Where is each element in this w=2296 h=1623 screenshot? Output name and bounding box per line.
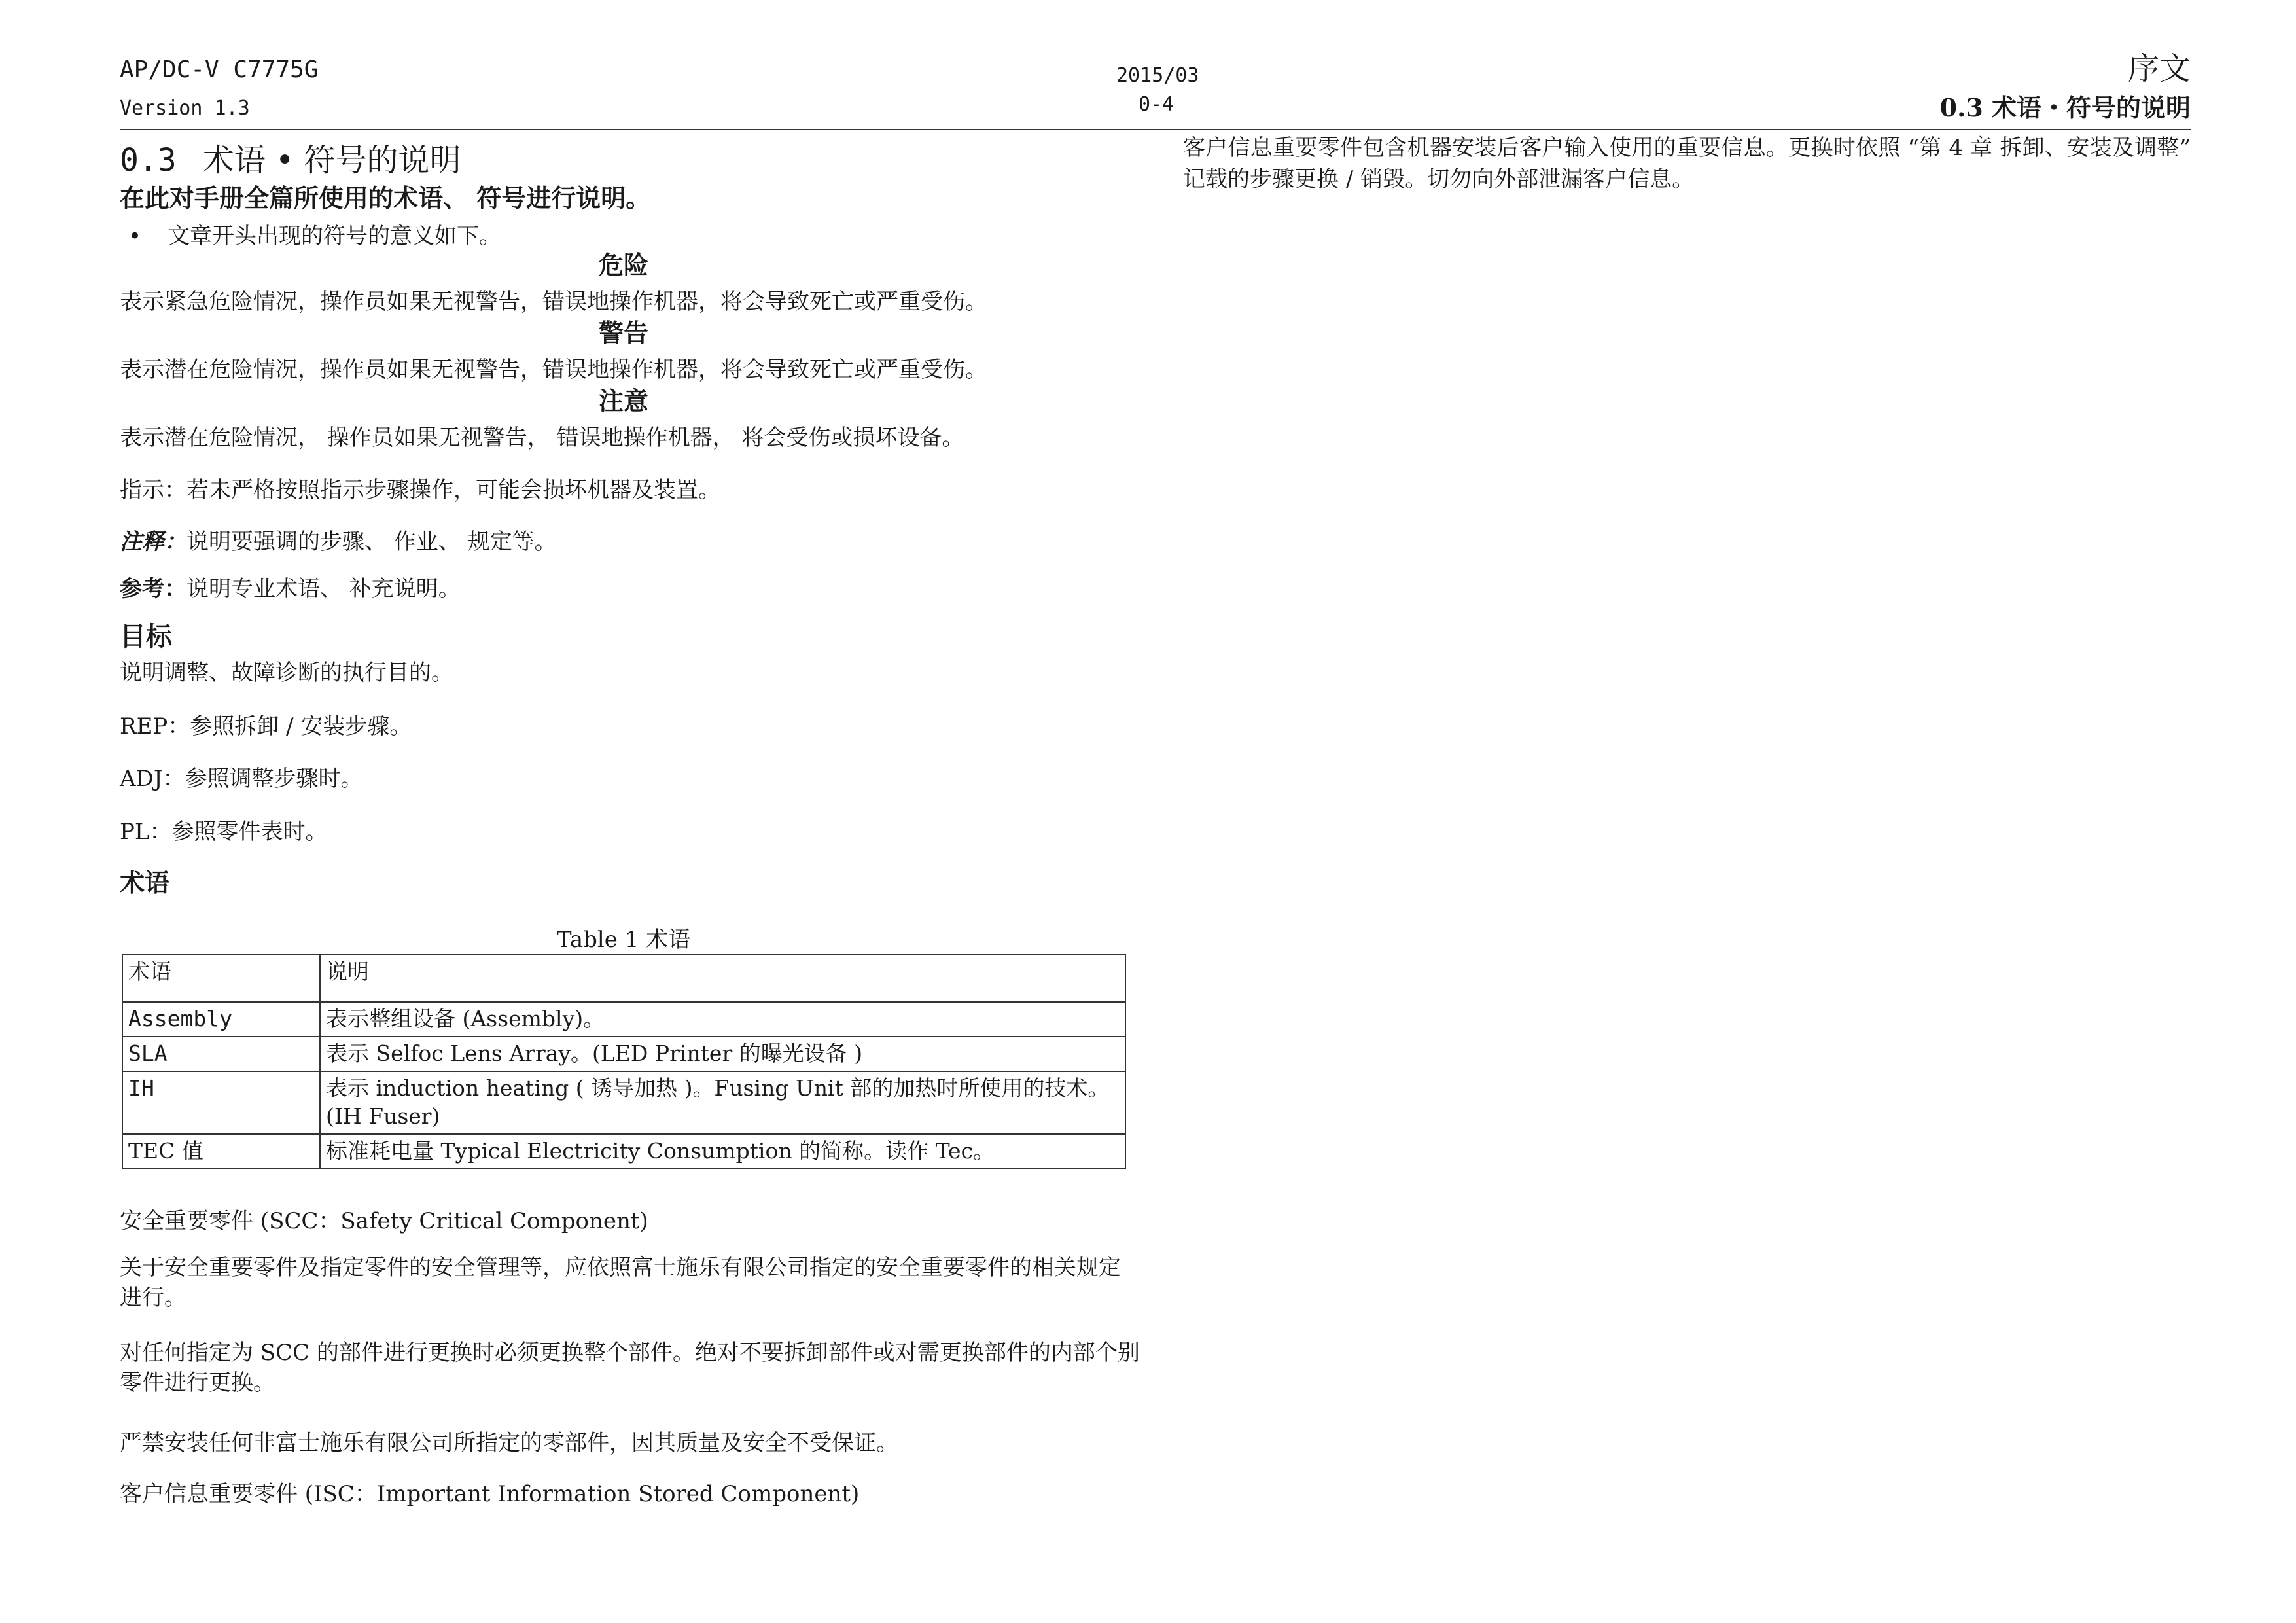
caution-heading: 注意 xyxy=(598,386,648,416)
scc-paragraph-2: 对任何指定为 SCC 的部件进行更换时必须更换整个部件。绝对不要拆卸部件或对需更换部件的内部个别零件进行更换。 xyxy=(120,1340,1140,1396)
section-title-text: 术语 • 符号的说明 xyxy=(202,142,461,179)
product-name: AP/DC-V C7775G xyxy=(120,56,319,83)
header-divider xyxy=(120,129,2191,130)
table-header-cell: 术语 xyxy=(122,955,320,1002)
table-row xyxy=(122,1134,1125,1169)
annotation-note xyxy=(120,524,557,556)
table-row xyxy=(122,1071,1125,1134)
table-header-cell: 说明 xyxy=(320,955,1125,1002)
table-cell: Assembly xyxy=(122,1002,320,1037)
table-cell: TEC 值 xyxy=(122,1134,320,1169)
terms-heading: 术语 xyxy=(120,868,170,897)
isc-paragraph: 客户信息重要零件包含机器安装后客户输入使用的重要信息。更换时依照 “第 4 章 拆卸、安装及调整” 记载的步骤更换 / 销毁。切勿向外部泄漏客户信息。 xyxy=(1183,135,2191,192)
rep-text: REP：参照拆卸 / 安装步骤。 xyxy=(120,713,412,740)
danger-text: 表示紧急危险情况，操作员如果无视警告，错误地操作机器，将会导致死亡或严重受伤。 xyxy=(120,289,987,315)
warning-text: 表示潜在危险情况，操作员如果无视警告，错误地操作机器，将会导致死亡或严重受伤。 xyxy=(120,357,987,383)
table-row xyxy=(122,1037,1125,1071)
warning-heading: 警告 xyxy=(598,318,648,348)
table-cell: IH xyxy=(122,1071,320,1134)
scc-paragraph-3: 严禁安装任何非富士施乐有限公司所指定的零部件，因其质量及安全不受保证。 xyxy=(120,1430,898,1456)
header-section-title: 0.3 术语・符号的说明 xyxy=(1939,93,2191,122)
caution-text: 表示潜在危险情况， 操作员如果无视警告， 错误地操作机器， 将会受伤或损坏设备。 xyxy=(120,425,964,451)
pl-text: PL：参照零件表时。 xyxy=(120,819,328,845)
annotation-text: 说明要强调的步骤、 作业、 规定等。 xyxy=(186,529,557,555)
reference-text: 说明专业术语、 补充说明。 xyxy=(186,576,461,602)
bullet-icon: • xyxy=(128,223,142,249)
table-cell: 表示 induction heating ( 诱导加热 )。Fusing Unit 部的加热时所使用的技术。(IH Fuser) xyxy=(320,1071,1125,1134)
table-cell: SLA xyxy=(122,1037,320,1071)
section-title xyxy=(120,135,461,180)
bullet-text: 文章开头出现的符号的意义如下。 xyxy=(168,223,502,249)
date-label: 2015/03 xyxy=(1116,64,1199,87)
target-text: 说明调整、故障诊断的执行目的。 xyxy=(120,660,453,686)
scc-title: 安全重要零件 (SCC：Safety Critical Component) xyxy=(120,1208,648,1234)
instruction-text: 指示：若未严格按照指示步骤操作，可能会损坏机器及装置。 xyxy=(120,477,720,503)
page-number: 0-4 xyxy=(1139,93,1174,116)
version-label: Version 1.3 xyxy=(120,97,250,120)
table-header-row xyxy=(122,955,1125,1002)
section-intro: 在此对手册全篇所使用的术语、 符号进行说明。 xyxy=(120,183,651,213)
reference-note xyxy=(120,571,461,603)
annotation-label: 注释： xyxy=(120,529,186,555)
reference-label: 参考： xyxy=(120,576,186,602)
danger-heading: 危险 xyxy=(598,250,648,279)
section-number: 0.3 xyxy=(120,142,177,179)
table-row xyxy=(122,1002,1125,1037)
scc-paragraph-1: 关于安全重要零件及指定零件的安全管理等，应依照富士施乐有限公司指定的安全重要零件的相关规定进行。 xyxy=(120,1255,1121,1311)
adj-text: ADJ：参照调整步骤时。 xyxy=(120,766,363,792)
isc-title: 客户信息重要零件 (ISC：Important Information Stored Component) xyxy=(120,1481,860,1507)
table-caption: Table 1 术语 xyxy=(556,927,691,953)
target-heading: 目标 xyxy=(120,621,172,652)
table-cell: 标准耗电量 Typical Electricity Consumption 的简称。读作 Tec。 xyxy=(320,1134,1125,1169)
table-cell: 表示 Selfoc Lens Array。(LED Printer 的曝光设备 ) xyxy=(320,1037,1125,1071)
table-cell: 表示整组设备 (Assembly)。 xyxy=(320,1002,1125,1037)
terms-table xyxy=(122,954,1126,1169)
chapter-title: 序文 xyxy=(2127,50,2191,87)
